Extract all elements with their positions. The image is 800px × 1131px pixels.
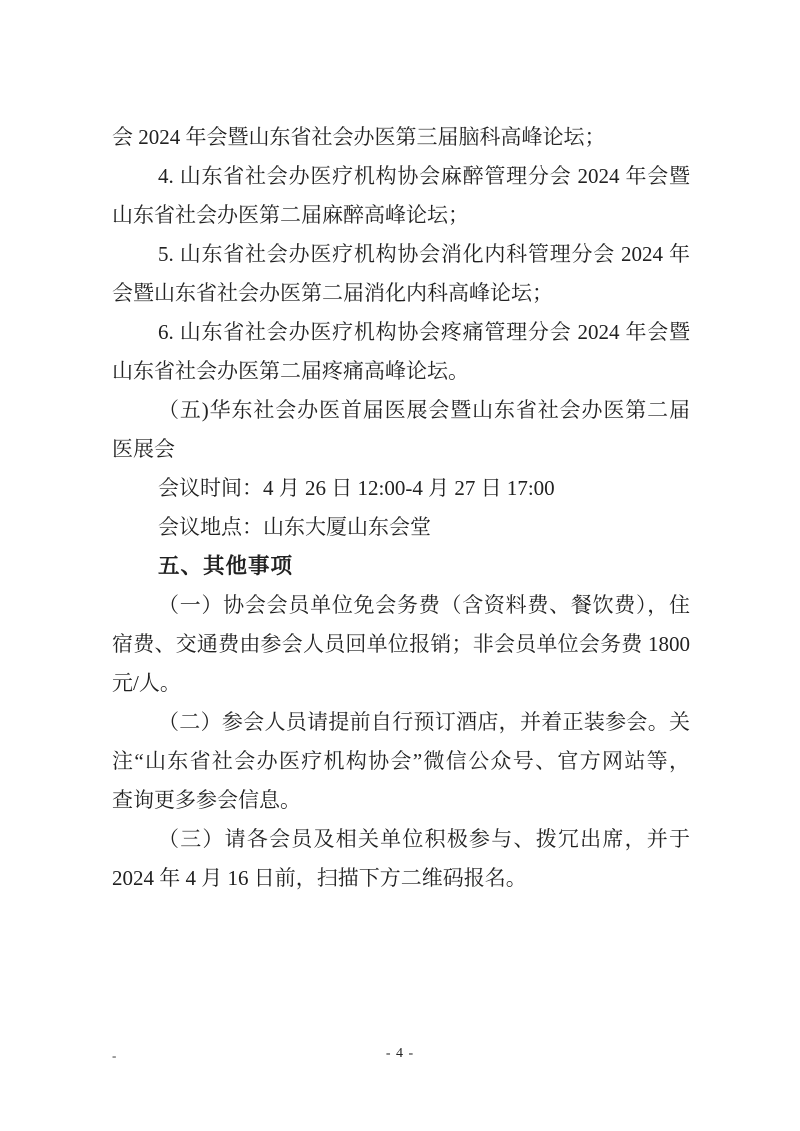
section-heading: 五、其他事项: [158, 554, 294, 578]
text-line: 2024 年 4 月 16 日前，扫描下方二维码报名。: [112, 866, 527, 890]
text-line: （二）参会人员请提前自行预订酒店，并着正装参会。关: [158, 710, 690, 734]
text-line: 4. 山东省社会办医疗机构协会麻醉管理分会 2024 年会暨: [158, 164, 690, 188]
text-line: 宿费、交通费由参会人员回单位报销；非会员单位会务费 1800: [112, 632, 690, 656]
text-line: 元/人。: [112, 671, 181, 695]
text-line: （三）请各会员及相关单位积极参与、拨冗出席，并于: [158, 827, 690, 851]
document-body: [112, 118, 690, 898]
text-line: 会议地点：山东大厦山东会堂: [158, 515, 431, 539]
text-line: 6. 山东省社会办医疗机构协会疼痛管理分会 2024 年会暨: [158, 320, 690, 344]
text-line: 山东省社会办医第二届麻醉高峰论坛；: [112, 203, 469, 227]
footer-left-mark: -: [112, 1048, 117, 1063]
text-line: 5. 山东省社会办医疗机构协会消化内科管理分会 2024 年: [158, 242, 690, 266]
text-line: 查询更多参会信息。: [112, 788, 301, 812]
text-line: 会 2024 年会暨山东省社会办医第三届脑科高峰论坛；: [112, 125, 606, 149]
page-number: - 4 -: [385, 1046, 415, 1061]
text-line: （五)华东社会办医首届医展会暨山东省社会办医第二届: [158, 398, 690, 422]
text-line: 山东省社会办医第二届疼痛高峰论坛。: [112, 359, 469, 383]
text-line: 注“山东省社会办医疗机构协会”微信公众号、官方网站等，: [112, 749, 690, 773]
text-line: 会暨山东省社会办医第二届消化内科高峰论坛；: [112, 281, 553, 305]
text-line: （一）协会会员单位免会务费（含资料费、餐饮费），住: [158, 593, 690, 617]
text-line: 会议时间：4 月 26 日 12:00-4 月 27 日 17:00: [158, 476, 555, 500]
text-line: 医展会: [112, 437, 175, 461]
